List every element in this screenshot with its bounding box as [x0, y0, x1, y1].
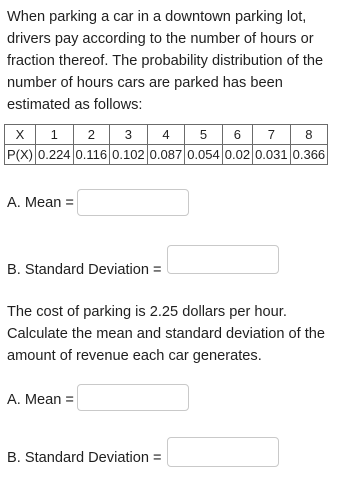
- standard-deviation-label: B. Standard Deviation =: [7, 262, 162, 278]
- x-value-cell: 2: [73, 125, 110, 145]
- revenue-question-text: The cost of parking is 2.25 dollars per hour. Calculate the mean and standard deviation of the amount of revenue each car generates.: [7, 304, 326, 364]
- probability-distribution-table: [4, 124, 328, 165]
- x-value-cell: 1: [36, 125, 74, 145]
- x-value-cell: 5: [185, 125, 223, 145]
- problem-intro-text: When parking a car in a downtown parking lot, drivers pay according to the number of hours or fraction thereof. The probability distribution of the number of hours cars are parked has been estimated as follows:: [7, 9, 324, 113]
- mean-hours-input[interactable]: [77, 189, 189, 216]
- x-value-cell: 6: [222, 125, 252, 145]
- p-header-cell: P(X): [5, 145, 36, 165]
- p-value-cell: 0.054: [185, 145, 223, 165]
- p-value-cell: 0.102: [110, 145, 148, 165]
- x-header-cell: X: [5, 125, 36, 145]
- probability-row: [5, 145, 328, 165]
- standard-deviation-revenue-input[interactable]: [167, 437, 279, 467]
- x-value-cell: 3: [110, 125, 148, 145]
- mean-label: A. Mean =: [7, 195, 74, 211]
- x-value-cell: 8: [290, 125, 328, 145]
- p-value-cell: 0.116: [73, 145, 110, 165]
- p-value-cell: 0.031: [253, 145, 291, 165]
- p-value-cell: 0.366: [290, 145, 328, 165]
- p-value-cell: 0.087: [147, 145, 185, 165]
- mean-revenue-input[interactable]: [77, 384, 189, 411]
- revenue-standard-deviation-label: B. Standard Deviation =: [7, 450, 162, 466]
- x-row: [5, 125, 328, 145]
- p-value-cell: 0.224: [36, 145, 74, 165]
- x-value-cell: 7: [253, 125, 291, 145]
- x-value-cell: 4: [147, 125, 185, 145]
- revenue-mean-label: A. Mean =: [7, 392, 74, 408]
- p-value-cell: 0.02: [222, 145, 252, 165]
- standard-deviation-hours-input[interactable]: [167, 245, 279, 274]
